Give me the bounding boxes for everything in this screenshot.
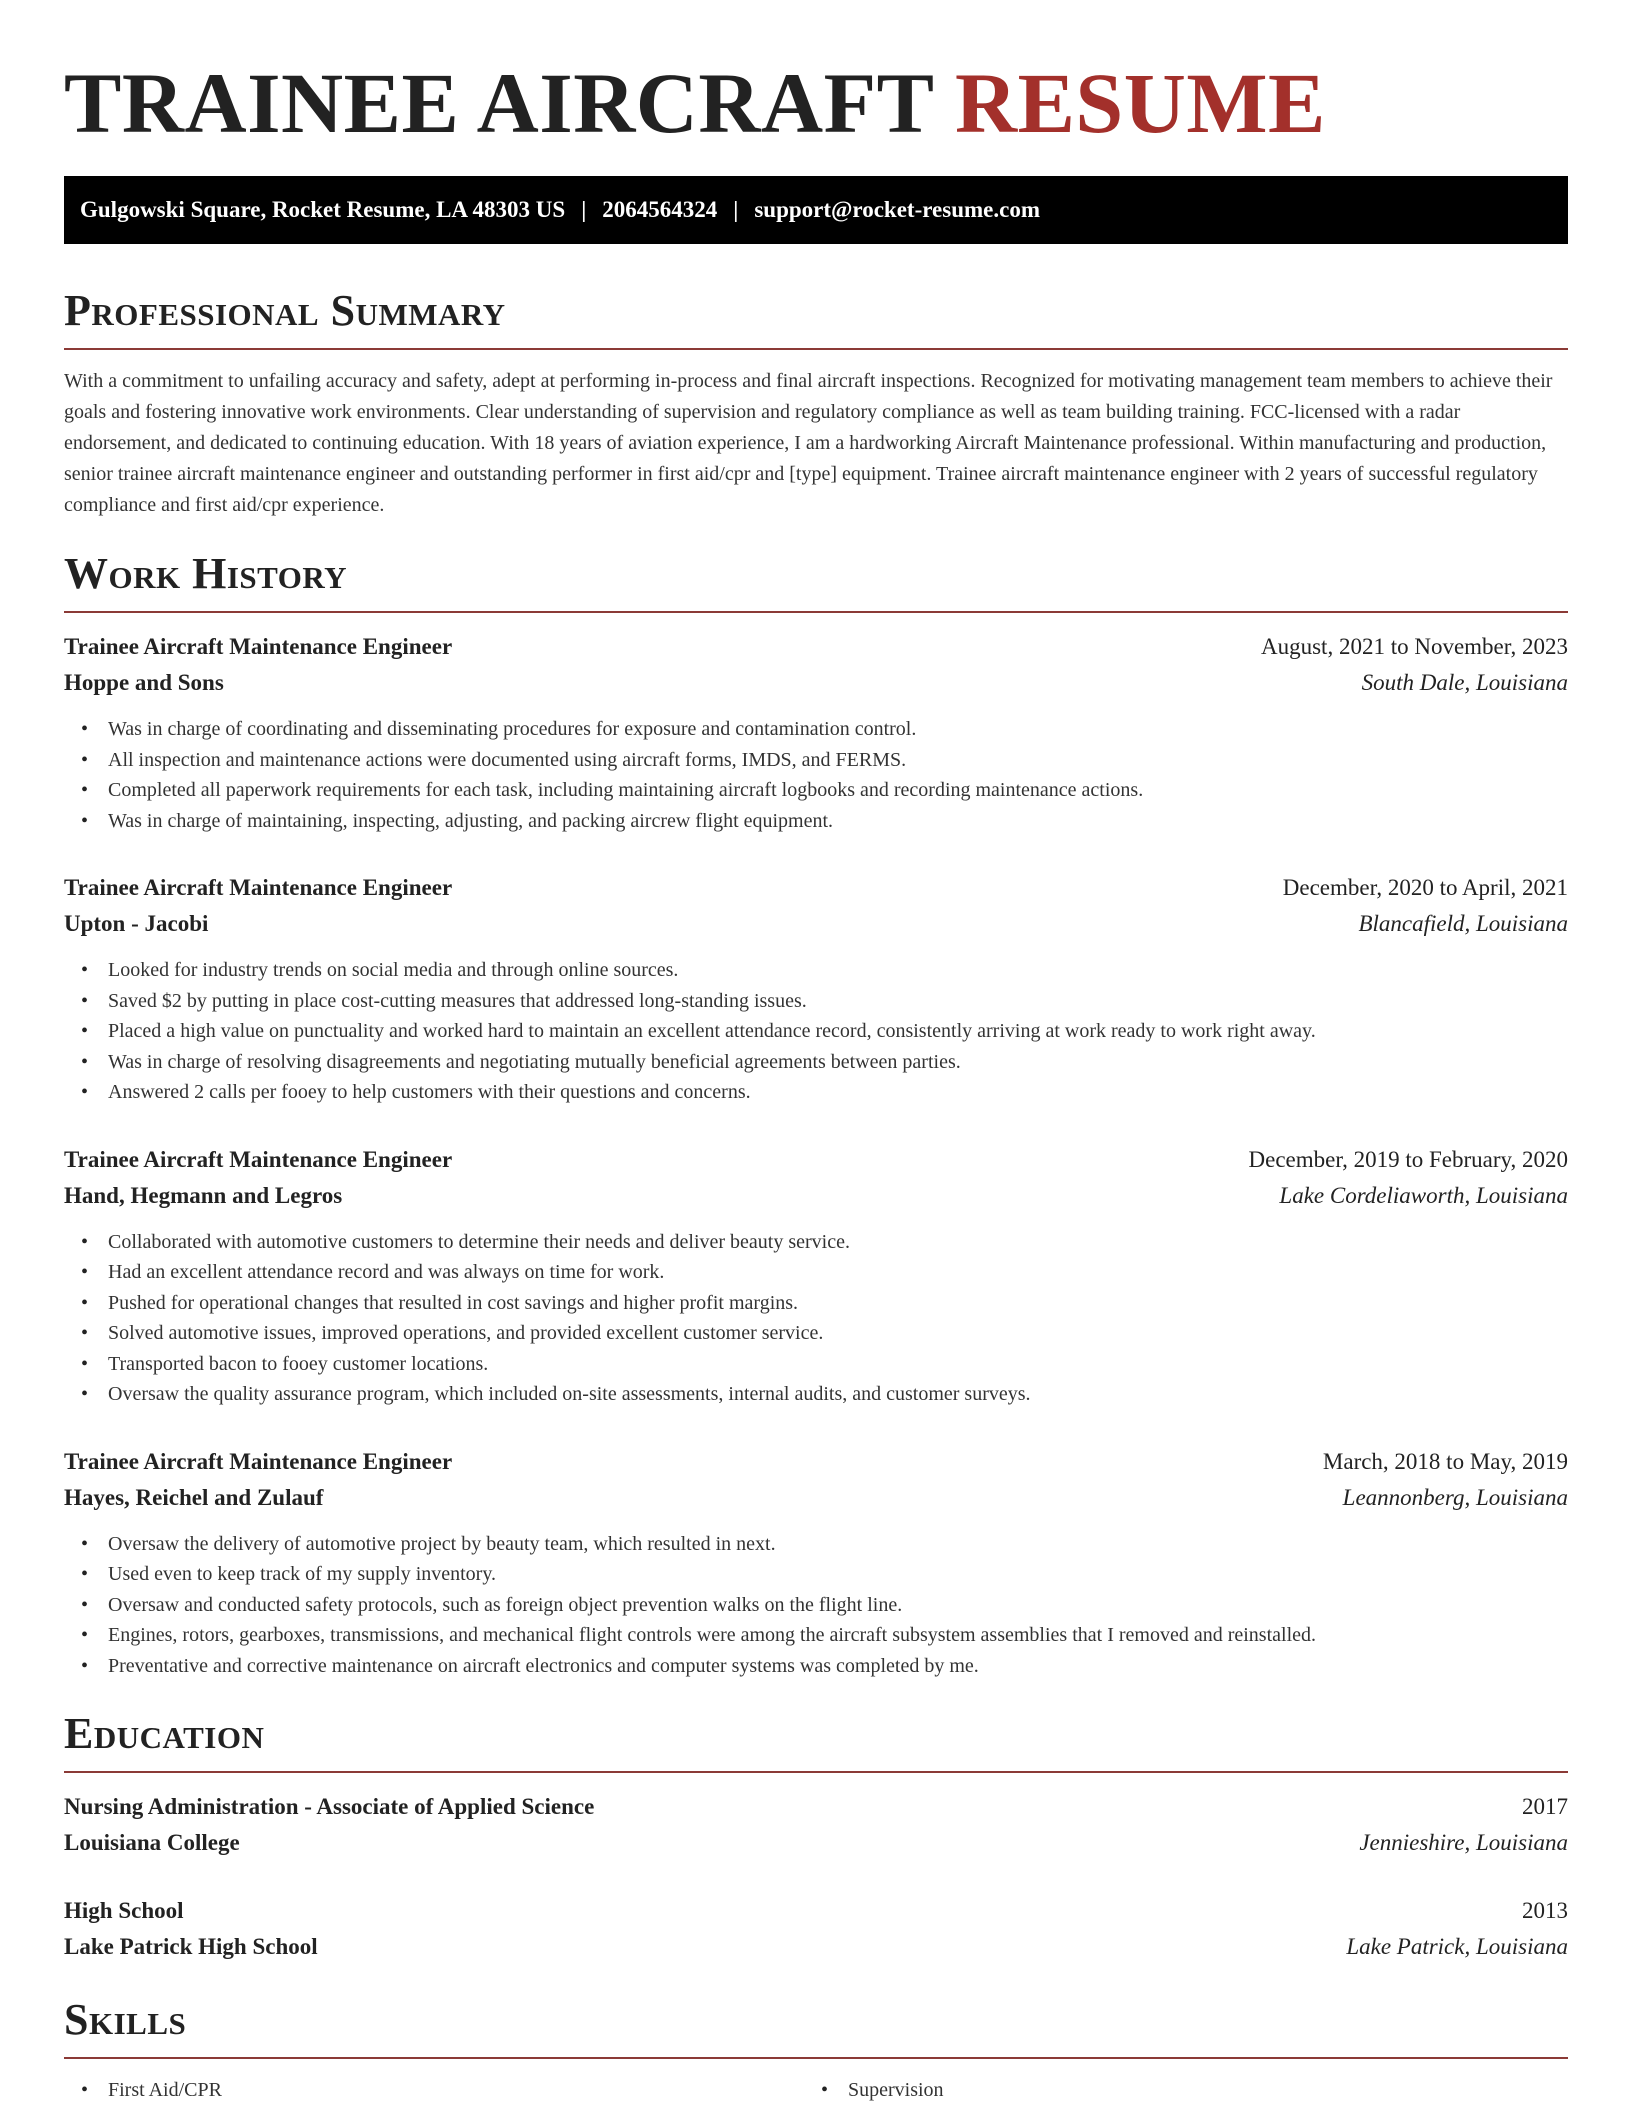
job-header-row <box>64 629 1568 665</box>
job-bullet <box>64 745 1568 776</box>
job-bullet <box>64 1529 1568 1560</box>
job-entry <box>64 629 1568 836</box>
contact-separator: | <box>733 197 739 222</box>
job-entry <box>64 1142 1568 1410</box>
skills-section <box>64 1995 1568 2105</box>
job-bullet <box>64 1077 1568 1108</box>
job-bullet <box>64 1651 1568 1682</box>
bullet-dot-icon: • <box>81 1532 89 1555</box>
job-bullet-list <box>64 1529 1568 1682</box>
job-company: Hoppe and Sons <box>64 670 224 695</box>
skill-text: Supervision <box>848 2079 944 2101</box>
education-location: Lake Patrick, Louisiana <box>1346 1934 1568 1959</box>
bullet-dot-icon: • <box>81 718 89 740</box>
bullet-text: Answered 2 calls per fooey to help customers with their questions and concerns. <box>108 1081 751 1103</box>
job-company-row <box>64 1178 1568 1214</box>
bullet-dot-icon: • <box>81 1230 89 1253</box>
contact-email: support@rocket-resume.com <box>754 197 1040 222</box>
bullet-text: Solved automotive issues, improved operations, and provided excellent customer service. <box>108 1322 824 1344</box>
bullet-dot-icon: • <box>81 809 89 832</box>
job-bullet <box>64 1288 1568 1319</box>
job-bullet <box>64 714 1568 745</box>
education-year: 2013 <box>1522 1898 1568 1923</box>
bullet-dot-icon: • <box>81 748 89 771</box>
education-header-row <box>64 1789 1568 1825</box>
job-bullet <box>64 806 1568 837</box>
bullet-dot-icon: • <box>81 1352 89 1375</box>
job-bullet <box>64 1318 1568 1349</box>
bullet-dot-icon: • <box>81 1322 89 1344</box>
skills-column-right <box>804 2075 1544 2105</box>
bullet-dot-icon: • <box>81 1593 89 1616</box>
bullet-text: Preventative and corrective maintenance on aircraft electronics and computer systems was completed by me. <box>108 1654 979 1677</box>
job-bullet <box>64 1349 1568 1380</box>
education-school: Lake Patrick High School <box>64 1934 318 1959</box>
bullet-text: Transported bacon to fooey customer locations. <box>108 1352 489 1375</box>
job-header-row <box>64 870 1568 906</box>
job-bullet <box>64 1379 1568 1410</box>
section-divider <box>64 1771 1568 1773</box>
job-bullet <box>64 1590 1568 1621</box>
job-title: Trainee Aircraft Maintenance Engineer <box>64 875 453 900</box>
job-dates: August, 2021 to November, 2023 <box>1261 634 1568 659</box>
bullet-text: Collaborated with automotive customers to determine their needs and deliver beauty service. <box>108 1230 850 1253</box>
section-heading-skills: Skills <box>64 1995 187 2044</box>
job-title: Trainee Aircraft Maintenance Engineer <box>64 634 453 659</box>
job-bullet <box>64 986 1568 1017</box>
job-bullet <box>64 1016 1568 1047</box>
bullet-dot-icon: • <box>81 779 89 801</box>
bullet-dot-icon: • <box>81 1383 89 1405</box>
bullet-dot-icon: • <box>81 1624 89 1646</box>
section-divider <box>64 611 1568 613</box>
job-bullet <box>64 1559 1568 1590</box>
job-header-row <box>64 1142 1568 1178</box>
job-bullet <box>64 955 1568 986</box>
education-location: Jennieshire, Louisiana <box>1359 1830 1568 1855</box>
job-entry <box>64 870 1568 1108</box>
education-entry <box>64 1789 1568 1861</box>
job-location: Blancafield, Louisiana <box>1358 911 1568 936</box>
title-main: TRAINEE AIRCRAFT <box>64 55 933 151</box>
job-bullet-list <box>64 714 1568 836</box>
job-bullet <box>64 1620 1568 1651</box>
title-accent: RESUME <box>954 55 1326 151</box>
professional-summary-section <box>64 286 1568 521</box>
job-bullet <box>64 1047 1568 1078</box>
bullet-dot-icon: • <box>81 1291 89 1314</box>
job-dates: March, 2018 to May, 2019 <box>1322 1448 1568 1474</box>
job-location: Leannonberg, Louisiana <box>1342 1484 1568 1510</box>
skills-grid <box>64 2075 1568 2105</box>
bullet-text: Had an excellent attendance record and was always on time for work. <box>108 1261 665 1283</box>
bullet-dot-icon: • <box>821 2079 829 2101</box>
education-school-row <box>64 1825 1568 1861</box>
bullet-dot-icon: • <box>81 1050 89 1073</box>
job-company-row <box>64 665 1568 701</box>
contact-bar <box>64 176 1568 244</box>
job-company: Upton - Jacobi <box>64 911 209 936</box>
bullet-text: Used even to keep track of my supply inventory. <box>108 1563 497 1585</box>
bullet-text: Engines, rotors, gearboxes, transmissions, and mechanical flight controls were among the aircraft subsystem assemblies that I removed and reinstalled. <box>108 1624 1316 1646</box>
section-heading-work: Work History <box>64 549 348 598</box>
resume-title <box>64 56 1568 150</box>
skill-item <box>64 2075 804 2105</box>
job-company-row <box>64 1480 1568 1516</box>
job-bullet <box>64 1257 1568 1288</box>
summary-text: With a commitment to unfailing accuracy and safety, adept at performing in-process and final aircraft inspections. Recognized for motivating management team members to achieve their goals and fostering innovative work environments. Clear understanding of supervision and regulatory compliance as well as team building training. FCC-licensed with a radar endorsement, and dedicated to continuing education. With 18 years of aviation experience, I am a hardworking Aircraft Maintenance professional. Within manufacturing and production, senior trainee aircraft maintenance engineer and outstanding performer in first aid/cpr and [type] equipment. Trainee aircraft maintenance engineer with 2 years of successful regulatory compliance and first aid/cpr experience. <box>64 370 1553 516</box>
bullet-dot-icon: • <box>81 989 89 1012</box>
job-company: Hand, Hegmann and Legros <box>64 1182 343 1208</box>
education-section <box>64 1709 1568 1965</box>
bullet-dot-icon: • <box>81 1654 89 1677</box>
job-header-row <box>64 1444 1568 1480</box>
section-heading-education: Education <box>64 1709 265 1758</box>
education-year: 2017 <box>1522 1794 1568 1819</box>
bullet-text: Oversaw the delivery of automotive project by beauty team, which resulted in next. <box>108 1532 776 1555</box>
education-school: Louisiana College <box>64 1830 240 1855</box>
job-title: Trainee Aircraft Maintenance Engineer <box>64 1448 453 1474</box>
bullet-dot-icon: • <box>81 1081 89 1103</box>
bullet-text: Completed all paperwork requirements for each task, including maintaining aircraft logbooks and recording maintenance actions. <box>108 779 1144 801</box>
work-history-section <box>64 549 1568 1681</box>
education-entry <box>64 1893 1568 1965</box>
bullet-text: Pushed for operational changes that resulted in cost savings and higher profit margins. <box>108 1291 799 1314</box>
contact-separator: | <box>581 197 587 222</box>
education-degree: Nursing Administration - Associate of Applied Science <box>64 1794 595 1819</box>
section-heading-summary: Professional Summary <box>64 286 506 335</box>
job-location: Lake Cordeliaworth, Louisiana <box>1279 1182 1568 1208</box>
education-degree: High School <box>64 1898 184 1923</box>
job-dates: December, 2020 to April, 2021 <box>1282 875 1568 900</box>
bullet-dot-icon: • <box>81 2079 89 2101</box>
bullet-dot-icon: • <box>81 959 89 981</box>
contact-address: Gulgowski Square, Rocket Resume, LA 48303 US <box>80 197 566 222</box>
job-bullet <box>64 775 1568 806</box>
bullet-text: Oversaw and conducted safety protocols, such as foreign object prevention walks on the flight line. <box>108 1593 903 1616</box>
bullet-text: Oversaw the quality assurance program, which included on-site assessments, internal audits, and customer surveys. <box>108 1383 1031 1405</box>
skills-column-left <box>64 2075 804 2105</box>
bullet-text: Placed a high value on punctuality and worked hard to maintain an excellent attendance record, consistently arriving at work ready to work right away. <box>108 1020 1316 1042</box>
education-school-row <box>64 1929 1568 1965</box>
job-company: Hayes, Reichel and Zulauf <box>64 1484 324 1510</box>
job-bullet-list <box>64 955 1568 1108</box>
section-divider <box>64 348 1568 350</box>
skill-text: First Aid/CPR <box>108 2079 222 2101</box>
bullet-dot-icon: • <box>81 1261 89 1283</box>
education-header-row <box>64 1893 1568 1929</box>
bullet-dot-icon: • <box>81 1563 89 1585</box>
job-location: South Dale, Louisiana <box>1361 670 1568 695</box>
bullet-text: Saved $2 by putting in place cost-cutting measures that addressed long-standing issues. <box>108 989 807 1012</box>
job-entry <box>64 1444 1568 1682</box>
bullet-text: Was in charge of coordinating and disseminating procedures for exposure and contamination control. <box>108 718 917 740</box>
bullet-dot-icon: • <box>81 1020 89 1042</box>
job-dates: December, 2019 to February, 2020 <box>1248 1146 1568 1172</box>
bullet-text: Was in charge of resolving disagreements and negotiating mutually beneficial agreements between parties. <box>108 1050 961 1073</box>
bullet-text: All inspection and maintenance actions were documented using aircraft forms, IMDS, and FERMS. <box>108 748 907 771</box>
skill-item <box>804 2075 1544 2105</box>
job-bullet <box>64 1227 1568 1258</box>
contact-phone: 2064564324 <box>602 197 718 222</box>
job-company-row <box>64 906 1568 942</box>
bullet-text: Was in charge of maintaining, inspecting, adjusting, and packing aircrew flight equipment. <box>108 809 834 832</box>
job-bullet-list <box>64 1227 1568 1410</box>
job-title: Trainee Aircraft Maintenance Engineer <box>64 1146 453 1172</box>
bullet-text: Looked for industry trends on social media and through online sources. <box>108 959 679 981</box>
section-divider <box>64 2057 1568 2059</box>
